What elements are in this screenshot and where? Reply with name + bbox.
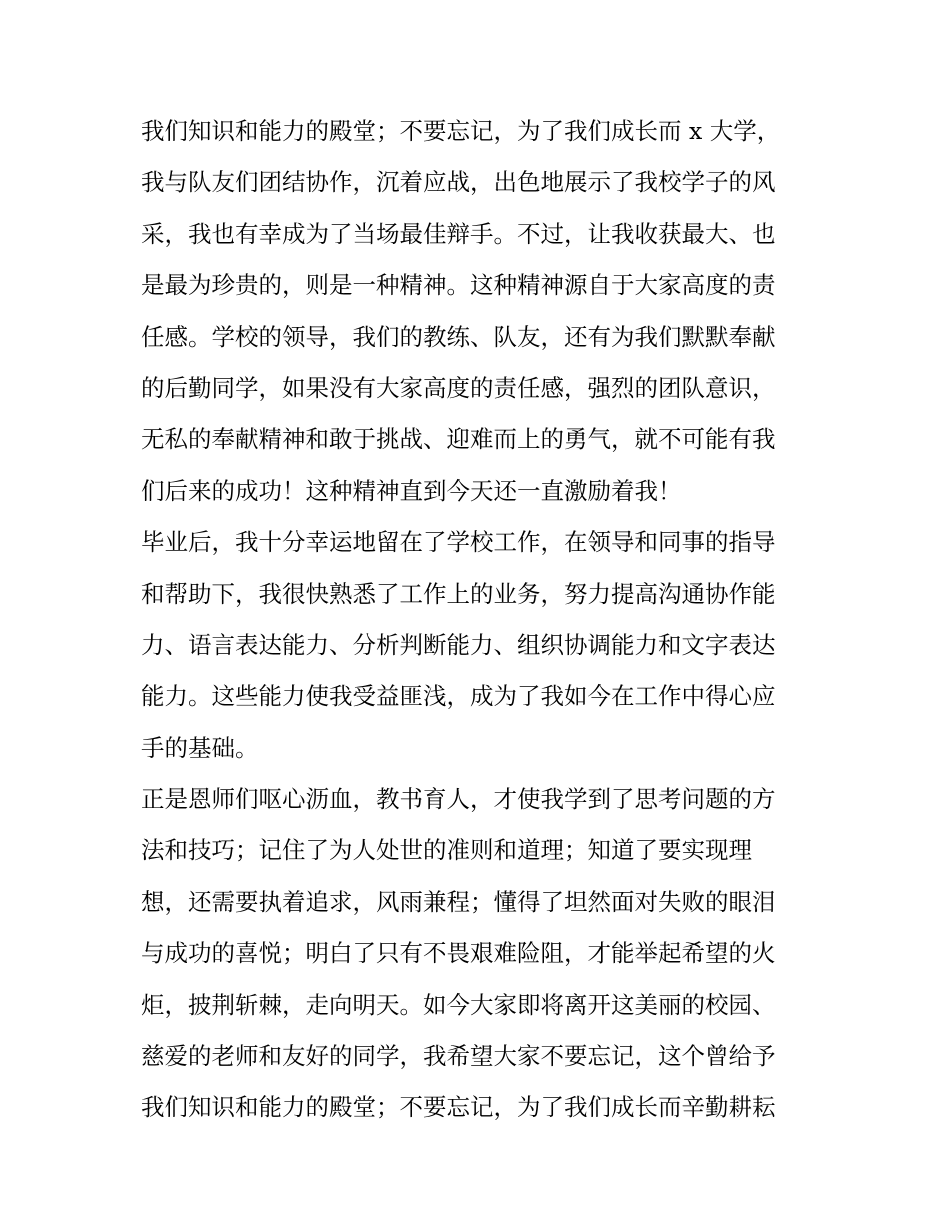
text-line: 我们知识和能力的殿堂；不要忘记，为了我们成长而辛勤耕耘 — [141, 1093, 776, 1122]
text-line: 慈爱的老师和友好的同学，我希望大家不要忘记，这个曾给予 — [141, 1042, 776, 1071]
text-line: 想，还需要执着追求，风雨兼程；懂得了坦然面对失败的眼泪 — [141, 887, 776, 916]
text-line: 能力。这些能力使我受益匪浅，成为了我如今在工作中得心应 — [141, 682, 776, 711]
text-line: 手的基础。 — [141, 733, 259, 762]
body-text — [141, 106, 821, 1134]
text-line: 力、语言表达能力、分析判断能力、组织协调能力和文字表达 — [141, 630, 776, 659]
text-line: 与成功的喜悦；明白了只有不畏艰难险阻，才能举起希望的火 — [141, 939, 776, 968]
text-line: 任感。学校的领导，我们的教练、队友，还有为我们默默奉献 — [141, 322, 776, 351]
text-line: 是最为珍贵的，则是一种精神。这种精神源自于大家高度的责 — [141, 271, 776, 300]
text-line: 炬，披荆斩棘，走向明天。如今大家即将离开这美丽的校园、 — [141, 990, 776, 1019]
text-line: 采，我也有幸成为了当场最佳辩手。不过，让我收获最大、也 — [141, 219, 776, 248]
text-line: 们后来的成功！这种精神直到今天还一直激励着我！ — [141, 476, 682, 505]
text-line: 和帮助下，我很快熟悉了工作上的业务，努力提高沟通协作能 — [141, 579, 776, 608]
text-line: 无私的奉献精神和敢于挑战、迎难而上的勇气，就不可能有我 — [141, 425, 776, 454]
text-line: 正是恩师们呕心沥血，教书育人，才使我学到了思考问题的方 — [141, 785, 776, 814]
text-line: 我们知识和能力的殿堂；不要忘记，为了我们成长而 x 大学， — [141, 117, 781, 145]
text-line: 法和技巧；记住了为人处世的准则和道理；知道了要实现理 — [141, 836, 752, 865]
text-line: 毕业后，我十分幸运地留在了学校工作，在领导和同事的指导 — [141, 528, 776, 557]
text-line: 的后勤同学，如果没有大家高度的责任感，强烈的团队意识， — [141, 373, 776, 402]
text-line: 我与队友们团结协作，沉着应战，出色地展示了我校学子的风 — [141, 168, 776, 197]
